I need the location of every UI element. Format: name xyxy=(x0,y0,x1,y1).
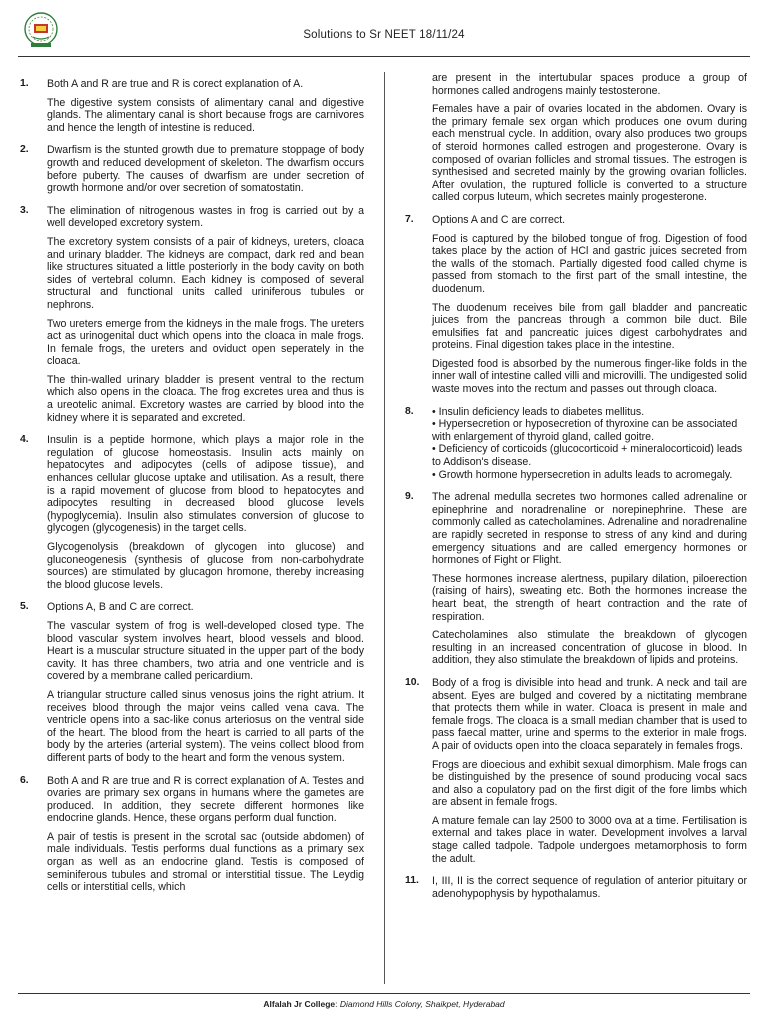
solution-item xyxy=(20,601,364,764)
question-number: 11. xyxy=(405,875,419,887)
right-column xyxy=(405,72,747,910)
solution-item xyxy=(405,406,747,482)
solution-item xyxy=(20,78,364,134)
solution-paragraph: A triangular structure called sinus venosus joins the right atrium. It receives blood through the major veins called vena cava. The ventricle opens into a sac-like conus arteriosus on the ventral side of the heart. The blood from the heart is carried to all parts of the body by the arteries (arterial system). The veins collect blood from different parts of body to the heart and form the venous system. xyxy=(47,688,364,764)
solution-paragraph: The vascular system of frog is well-developed closed type. The blood vascular system involves heart, blood vessels and blood. Heart is a muscular structure situated in the upper part of the body cavity. It has three chambers, two atria and one ventricle and is covered by a membrane called pericardium. xyxy=(47,619,364,683)
solution-paragraph: These hormones increase alertness, pupilary dilation, piloerection (raising of hairs), sweating etc. Both the hormones increase the heart beat, the strength of heart contraction and the rate of respiration. xyxy=(432,572,747,623)
question-number: 3. xyxy=(20,204,29,216)
solution-item xyxy=(405,214,747,396)
solution-paragraph: The digestive system consists of alimentary canal and digestive glands. The alimentary canal is short because frogs are carnivores and hence the length of intestine is reduced. xyxy=(47,96,364,134)
solution-item xyxy=(405,491,747,667)
solution-paragraph: Insulin is a peptide hormone, which plays a major role in the regulation of glucose homeostasis. Insulin acts mainly on hepatocytes and adipocytes (cells of adipose tissue), and enhances cellular glucose uptake and utilisation. As a result, there is a rapid movement of glucose from blood to hepatocytes and adipocytes resulting in decreased blood glucose levels (hypoglycemia). Insulin also stimulates conversion of glucose to glycogen (glycogenesis) in the target cells. xyxy=(47,434,364,535)
solution-paragraph: Both A and R are true and R is correct explanation of A. Testes and ovaries are primary sex organs in humans where the gametes are produced. In addition, they secrete different hormones like endocrine glands. Hence, these organs perform dual function. xyxy=(47,774,364,825)
question-number: 5. xyxy=(20,601,29,613)
solution-paragraph: I, III, II is the correct sequence of regulation of anterior pituitary or adenohypophysis by hypothalamus. xyxy=(432,875,747,900)
solution-paragraph: Food is captured by the bilobed tongue of frog. Digestion of food takes place by the action of HCl and gastric juices secreted from the walls of the stomach. Partially digested food called chyme is passed from stomach to the first part of the small intestine, the duodenum. xyxy=(432,232,747,295)
page-title: Solutions to Sr NEET 18/11/24 xyxy=(303,29,465,41)
solution-paragraph: The adrenal medulla secretes two hormones called adrenaline or epinephrine and noradrenaline or norepinephrine. These are commonly called as catecholamines. Adrenaline and noradrenaline are rapidly secreted in response to stress of any kind and during emergency situations and are called emergency hormones or hormones of Fight or Flight. xyxy=(432,491,747,567)
question-number: 8. xyxy=(405,405,414,417)
header-divider xyxy=(18,56,750,57)
footer-college: Alfalah Jr College xyxy=(263,999,336,1009)
question-number: 10. xyxy=(405,676,420,688)
footer-divider xyxy=(18,993,750,994)
solution-paragraph: Options A, B and C are correct. xyxy=(47,601,194,614)
solution-item xyxy=(20,775,364,894)
column-divider xyxy=(384,72,385,984)
solution-paragraph: Catecholamines also stimulate the breakdown of glycogen resulting in an increased concentration of glucose in blood. In addition, they also stimulate the breakdown of lipids and proteins. xyxy=(432,629,747,667)
solution-paragraph: Both A and R are true and R is corect explanation of A. xyxy=(47,78,304,90)
solution-paragraph: Dwarfism is the stunted growth due to premature stoppage of body growth and reduced development of skeleton. The dwarfism occurs before puberty. The causes of dwarfism are under secretion of growth hormone and/or over secretion of somatostatin. xyxy=(47,144,364,195)
solution-paragraph: Options A and C are correct. xyxy=(432,213,566,226)
footer-separator: : xyxy=(335,999,340,1009)
solution-paragraph: Frogs are dioecious and exhibit sexual dimorphism. Male frogs can be distinguished by the presence of sound producing vocal sacs and also a copulatory pad on the first digit of the fore limbs which are absent in female frogs. xyxy=(432,758,747,809)
solution-paragraph: The thin-walled urinary bladder is present ventral to the rectum which also opens in the cloaca. The frog excretes urea and thus is a ureotelic animal. Excretory wastes are carried by blood into the kidney where it is separated and excreted. xyxy=(47,373,364,424)
solution-paragraph: Glycogenolysis (breakdown of glycogen into glucose) and gluconeogenesis (synthesis of glucose from non-carbohydrate sources) are stimulated by glucagon hromone, thereby increasing the blood glucose levels. xyxy=(47,541,364,591)
question-number: 6. xyxy=(20,774,29,786)
solution-item xyxy=(20,434,364,591)
bullet-line: • Growth hormone hypersecretion in adults leads to acromegaly. xyxy=(432,468,733,481)
solution-paragraph: A mature female can lay 2500 to 3000 ova at a time. Fertilisation is external and takes place in water. Development involves a larval stage called tadpole. Tadpole undergoes metamorphosis to form the adult. xyxy=(432,814,747,865)
question-number: 1. xyxy=(20,78,29,89)
solution-paragraph: A pair of testis is present in the scrotal sac (outside abdomen) of male individuals. Testis performs dual functions as a primary sex organ as well as an endocrine gland. Testis is composed of seminiferous tubules and stromal or interstitial tissue. The Leydig cells or interstitial cells, which xyxy=(47,830,364,894)
footer-address: Diamond Hills Colony, Shaikpet, Hyderabad xyxy=(339,999,505,1009)
solution-item xyxy=(405,677,747,865)
bullet-line: • Deficiency of corticoids (glucocorticoid + mineralocorticoid) leads to Addison's disease. xyxy=(432,443,743,469)
page-footer xyxy=(0,999,768,1009)
solution-paragraph: Digested food is absorbed by the numerous finger-like folds in the inner wall of intestine called villi and microvilli. The undigested solid waste moves into the rectum and passes out through cloaca. xyxy=(432,357,747,396)
page-header xyxy=(18,8,750,56)
solution-paragraph: Females have a pair of ovaries located in the abdomen. Ovary is the primary female sex organ which produces one ovum during each menstrual cycle. In addition, ovary also produces two groups of steroid hormones called estrogen and progesterone. Ovary is composed of ovarian follicles and stromal tissues. The estrogen is synthesised and secreted mainly by the growing ovarian follicles. After ovulation, the ruptured follicle is converted to a structure called corpus luteum, which secretes mainly progesterone. xyxy=(432,103,747,204)
solution-paragraph: The elimination of nitrogenous wastes in frog is carried out by a well developed excretory system. xyxy=(47,204,364,230)
solution-paragraph: The duodenum receives bile from gall bladder and pancreatic juices from the pancreas through a common bile duct. Bile emulsifies fat and pancreatic juices digest carbohydrates and proteins. Final digestion takes place in the intestine. xyxy=(432,301,747,352)
question-number: 2. xyxy=(20,144,29,156)
solution-paragraph: The excretory system consists of a pair of kidneys, ureters, cloaca and urinary bladder. The kidneys are compact, dark red and bean like structures situated a little posteriorly in the body cavity on both sides of vertebral column. Each kidney is composed of several structural and functional units called uriniferous tubules or nephrons. xyxy=(47,235,364,311)
solution-item xyxy=(405,875,747,900)
solution-item xyxy=(405,72,747,204)
left-column xyxy=(20,78,364,904)
solution-paragraph: Body of a frog is divisible into head and trunk. A neck and tail are absent. Eyes are bulged and covered by a nictitating membrane that protects them while in water. Cloaca is present in male and female frogs. The cloaca is a small median chamber that is used to pass faecal matter, urine and sperms to the exterior in male frogs. A pair of oviducts open into the cloaca separately in females frogs. xyxy=(432,676,747,752)
solution-paragraph: Two ureters emerge from the kidneys in the male frogs. The ureters act as urinogenital duct which opens into the cloaca in male frogs. In female frogs, the ureters and oviduct open seperately in the cloaca. xyxy=(47,317,364,368)
question-number: 9. xyxy=(405,491,414,503)
bullet-line: • Insulin deficiency leads to diabetes mellitus. xyxy=(432,405,645,418)
solution-item xyxy=(20,144,364,194)
question-number: 4. xyxy=(20,434,29,446)
bullet-line: • Hypersecretion or hyposecretion of thyroxine can be associated with enlargement of thyroid gland, called goitre. xyxy=(432,418,738,443)
solution-item xyxy=(20,205,364,425)
question-number: 7. xyxy=(405,213,414,225)
solution-paragraph: are present in the intertubular spaces produce a group of hormones called androgens mainly testosterone. xyxy=(432,72,747,97)
